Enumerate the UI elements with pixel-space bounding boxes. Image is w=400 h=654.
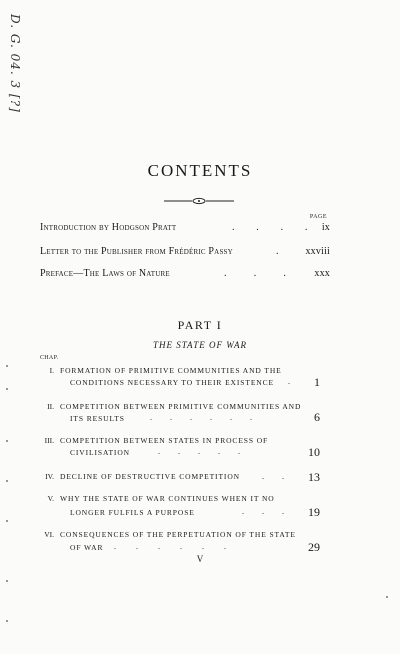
entry-label: Preface—The Laws of Nature xyxy=(40,268,170,279)
chapter-title-line2: CIVILISATION xyxy=(70,448,130,457)
chapter-title-line1: DECLINE OF DESTRUCTIVE COMPETITION xyxy=(60,472,240,481)
entry-label: Letter to the Publisher from Frédéric Passy xyxy=(40,246,233,257)
part-title: PART I xyxy=(177,318,223,332)
chapter-number: IV. xyxy=(45,472,54,481)
handwritten-margin-note xyxy=(8,12,22,152)
scan-speck xyxy=(6,365,8,367)
chapter-number: I. xyxy=(49,366,54,375)
chapter-title-line2: OF WAR xyxy=(70,543,104,552)
contents-title: CONTENTS xyxy=(147,161,253,180)
chapter-page: 10 xyxy=(308,445,320,459)
chapter-title-line2: CONDITIONS NECESSARY TO THEIR EXISTENCE xyxy=(70,378,274,387)
scan-speck xyxy=(6,440,8,442)
scan-speck xyxy=(6,580,8,582)
leader-dots: . . . xyxy=(224,268,287,279)
leader-dots: . xyxy=(288,377,290,386)
entry-page: xxx xyxy=(314,268,330,279)
part-subtitle: THE STATE OF WAR xyxy=(152,340,248,350)
entry-page: xxviii xyxy=(305,246,330,257)
leader-dots: . . xyxy=(262,472,284,481)
front-matter-entry xyxy=(40,268,330,282)
chapter-title-line1: CONSEQUENCES OF THE PERPETUATION OF THE STATE xyxy=(60,530,296,539)
chapter-title-line1: WHY THE STATE OF WAR CONTINUES WHEN IT NO xyxy=(60,494,275,503)
chapter-number: VI. xyxy=(44,530,54,539)
chapter-page: 13 xyxy=(308,470,320,484)
chapter-title-line2: ITS RESULTS xyxy=(70,414,125,423)
front-matter-entry xyxy=(40,246,330,260)
chapter-number: V. xyxy=(47,494,54,503)
scan-speck xyxy=(6,520,8,522)
leader-dots: . . . . . . xyxy=(114,542,226,551)
chapter-page: 6 xyxy=(314,410,320,424)
entry-page: ix xyxy=(321,222,330,233)
scan-speck xyxy=(6,388,8,390)
chapter-title-line1: COMPETITION BETWEEN PRIMITIVE COMMUNITIES AND xyxy=(60,402,302,411)
leader-dots: . . . . . . xyxy=(150,413,252,422)
leader-dots: . . . . . xyxy=(158,447,240,456)
chapter-page: 1 xyxy=(314,375,320,389)
front-matter-entry xyxy=(40,222,330,236)
leader-dots: . xyxy=(276,246,279,257)
page-column-heading: PAGE xyxy=(309,214,327,220)
scan-speck xyxy=(6,620,8,622)
chapter-title-line1: FORMATION OF PRIMITIVE COMMUNITIES AND THE xyxy=(60,366,282,375)
scan-speck xyxy=(386,596,388,598)
page-folio: V xyxy=(196,554,204,564)
chapter-page: 29 xyxy=(308,540,320,554)
chapter-page: 19 xyxy=(308,505,320,519)
chapter-title-line1: COMPETITION BETWEEN STATES IN PROCESS OF xyxy=(60,436,269,445)
margin-note-text: D. G. 04. 3 [?] xyxy=(8,14,22,113)
leader-dots: . . . xyxy=(242,507,284,516)
chapter-column-heading: CHAP. xyxy=(40,355,59,361)
chapter-title-line2: LONGER FULFILS A PURPOSE xyxy=(70,508,195,517)
scan-speck xyxy=(6,480,8,482)
chapter-number: II. xyxy=(47,402,54,411)
entry-label: Introduction by Hodgson Pratt xyxy=(40,222,177,233)
ornament-rule-icon xyxy=(164,197,234,205)
chapter-number: III. xyxy=(44,436,54,445)
leader-dots: . . . . xyxy=(232,222,308,233)
